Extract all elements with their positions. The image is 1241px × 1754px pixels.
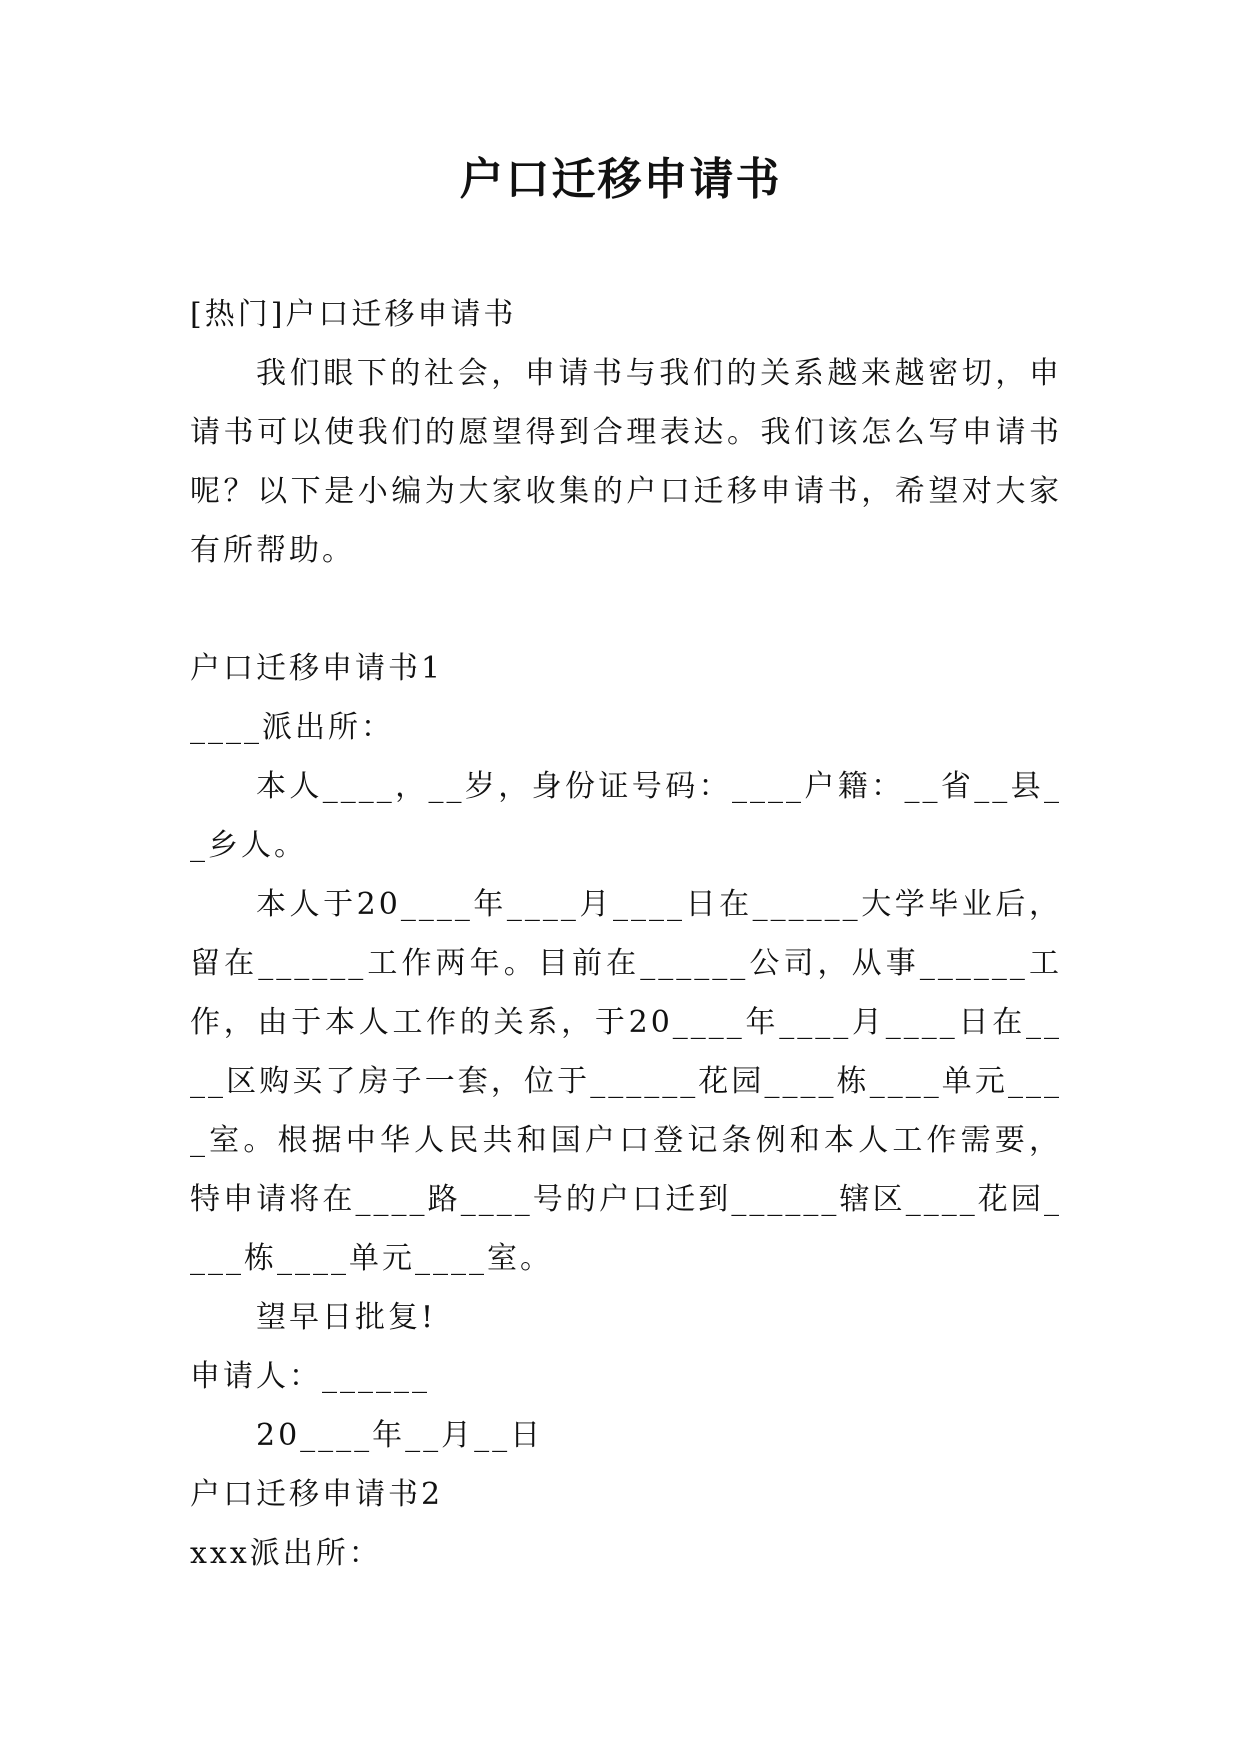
- letter1-heading: 户口迁移申请书1: [190, 651, 444, 686]
- document-title: 户口迁移申请书: [459, 154, 782, 205]
- letter1-applicant: 申请人：______: [190, 1359, 430, 1394]
- intro-paragraph: 我们眼下的社会，申请书与我们的关系越来越密切，申请书可以使我们的愿望得到合理表达。我们该怎么写申请书呢？以下是小编为大家收集的户口迁移申请书，希望对大家有所帮助。: [190, 356, 1062, 568]
- letter1-paragraph-1: 本人____，__岁，身份证号码：____户籍：__省__县__乡人。: [190, 769, 1062, 863]
- letter2-heading: 户口迁移申请书2: [190, 1477, 444, 1512]
- letter1-recipient: ____派出所：: [190, 710, 394, 745]
- document-body: [190, 285, 1062, 1583]
- letter1-date: 20____年__月__日: [256, 1418, 544, 1453]
- subtitle: [热门]户口迁移申请书: [190, 297, 517, 332]
- letter2-recipient: xxx派出所：: [190, 1536, 382, 1571]
- letter1-closing: 望早日批复!: [256, 1300, 437, 1335]
- letter1-paragraph-2: 本人于20____年____月____日在______大学毕业后，留在______工作两年。目前在______公司，从事______工作，由于本人工作的关系，于20____年____月____日在____区购买了房子一套，位于______花园____栋____单元____室。根据中华人民共和国户口登记条例和本人工作需要，特申请将在____路____号的户口迁到______辖区____花园____栋____单元____室。: [190, 887, 1062, 1276]
